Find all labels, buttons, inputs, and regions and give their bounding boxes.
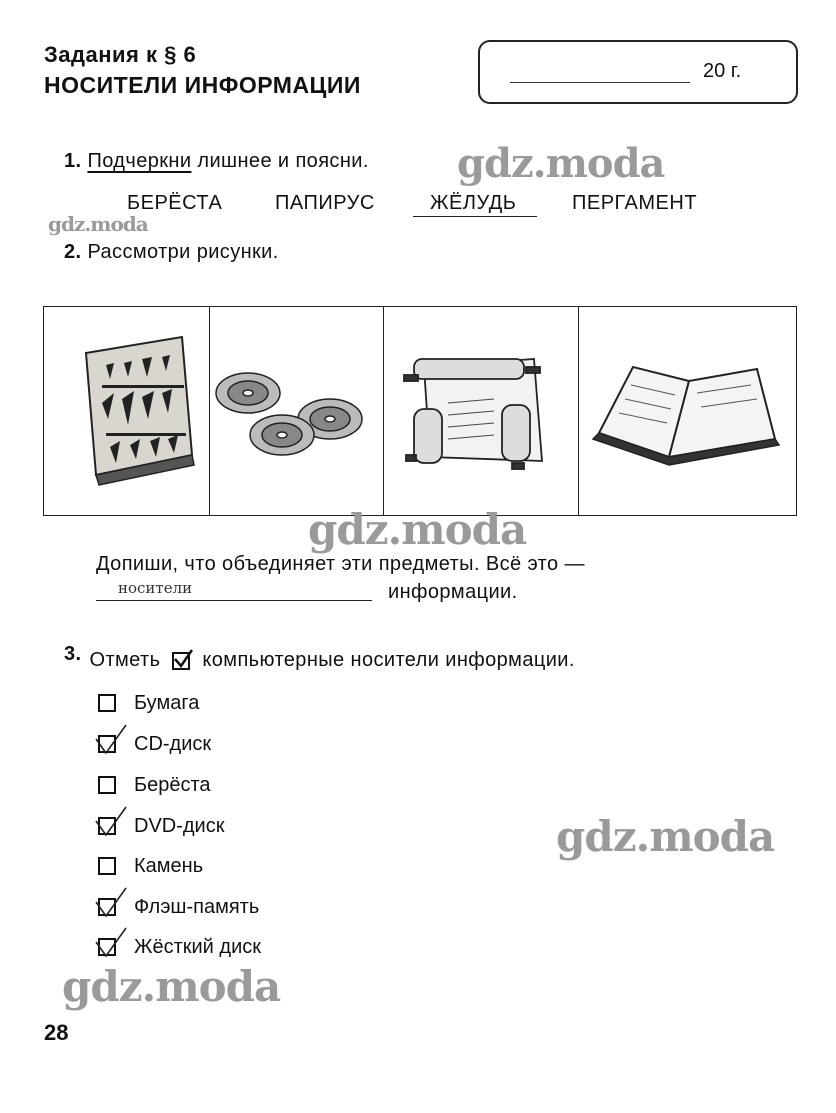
date-line: [510, 82, 690, 83]
checkbox-dvd-disk[interactable]: [98, 817, 116, 835]
check-mark-icon: [94, 723, 128, 757]
scrolls-icon: [384, 307, 578, 515]
page-title: НОСИТЕЛИ ИНФОРМАЦИИ: [44, 72, 361, 98]
task2-after-answer: информации.: [388, 581, 518, 603]
option-beresta[interactable]: [98, 772, 211, 798]
watermark: gdz.moda: [48, 212, 148, 236]
task1-instruction-rest: лишнее и поясни.: [197, 150, 369, 172]
task3-instruction-before: Отметь: [89, 649, 161, 671]
word-pergament: ПЕРГАМЕНТ: [572, 192, 698, 214]
task3-instruction-after: компьютерные носители информации.: [202, 649, 575, 671]
watermark: gdz.moda: [457, 140, 665, 187]
task2-instruction-text: Рассмотри рисунки.: [87, 241, 279, 263]
option-label: CD-диск: [134, 732, 212, 755]
picture-cell-scrolls: [384, 307, 579, 515]
checkbox-hdd[interactable]: [98, 938, 116, 956]
task2-complete-text: Допиши, что объединяет эти предметы. Всё это —: [96, 553, 585, 575]
handwritten-answer: носители: [118, 579, 193, 597]
checkmark-sample-icon: [172, 652, 190, 670]
date-box: [478, 40, 798, 104]
pictures-row: [43, 306, 797, 516]
option-dvd-disk[interactable]: [98, 813, 224, 839]
task2-number: 2.: [64, 241, 82, 263]
watermark: gdz.moda: [62, 962, 281, 1011]
date-year: 20 г.: [703, 60, 742, 82]
word-underline-mark: [413, 216, 537, 217]
task1-instruction: [64, 150, 369, 173]
task2-instruction: [64, 241, 279, 264]
option-label: Бумага: [134, 691, 200, 714]
task1-number: 1.: [64, 150, 82, 172]
picture-cell-discs: [210, 307, 384, 515]
section-title: Задания к § 6: [44, 42, 197, 67]
check-mark-icon: [94, 805, 128, 839]
task3-number: 3.: [64, 643, 82, 665]
option-hdd[interactable]: [98, 934, 261, 960]
checkbox-bumaga[interactable]: [98, 694, 116, 712]
checkbox-flash[interactable]: [98, 898, 116, 916]
word-zholud: ЖЁЛУДЬ: [430, 192, 517, 214]
option-label: Жёсткий диск: [134, 935, 261, 958]
open-book-icon: [579, 307, 797, 515]
picture-cell-tablet: [44, 307, 210, 515]
page-number: 28: [44, 1020, 69, 1045]
picture-cell-book: [579, 307, 797, 515]
checkbox-beresta[interactable]: [98, 776, 116, 794]
watermark: gdz.moda: [308, 505, 527, 554]
option-label: Камень: [134, 854, 204, 877]
option-bumaga[interactable]: [98, 690, 199, 716]
watermark: gdz.moda: [556, 812, 775, 861]
check-mark-icon: [94, 926, 128, 960]
check-mark-icon: [94, 886, 128, 920]
option-label: Флэш-память: [134, 895, 260, 918]
clay-tablet-icon: [44, 307, 209, 515]
word-beresta: БЕРЁСТА: [127, 192, 223, 214]
option-flash[interactable]: [98, 894, 259, 920]
option-kamen[interactable]: [98, 853, 203, 879]
task3-instruction: [64, 643, 575, 672]
task1-underlined-word: Подчеркни: [87, 150, 192, 172]
cd-discs-icon: [210, 307, 383, 515]
answer-line: [96, 600, 372, 601]
option-label: DVD-диск: [134, 814, 225, 837]
option-label: Берёста: [134, 773, 211, 796]
word-papirus: ПАПИРУС: [275, 192, 375, 214]
checkbox-kamen[interactable]: [98, 857, 116, 875]
checkbox-cd-disk[interactable]: [98, 735, 116, 753]
option-cd-disk[interactable]: [98, 731, 211, 757]
